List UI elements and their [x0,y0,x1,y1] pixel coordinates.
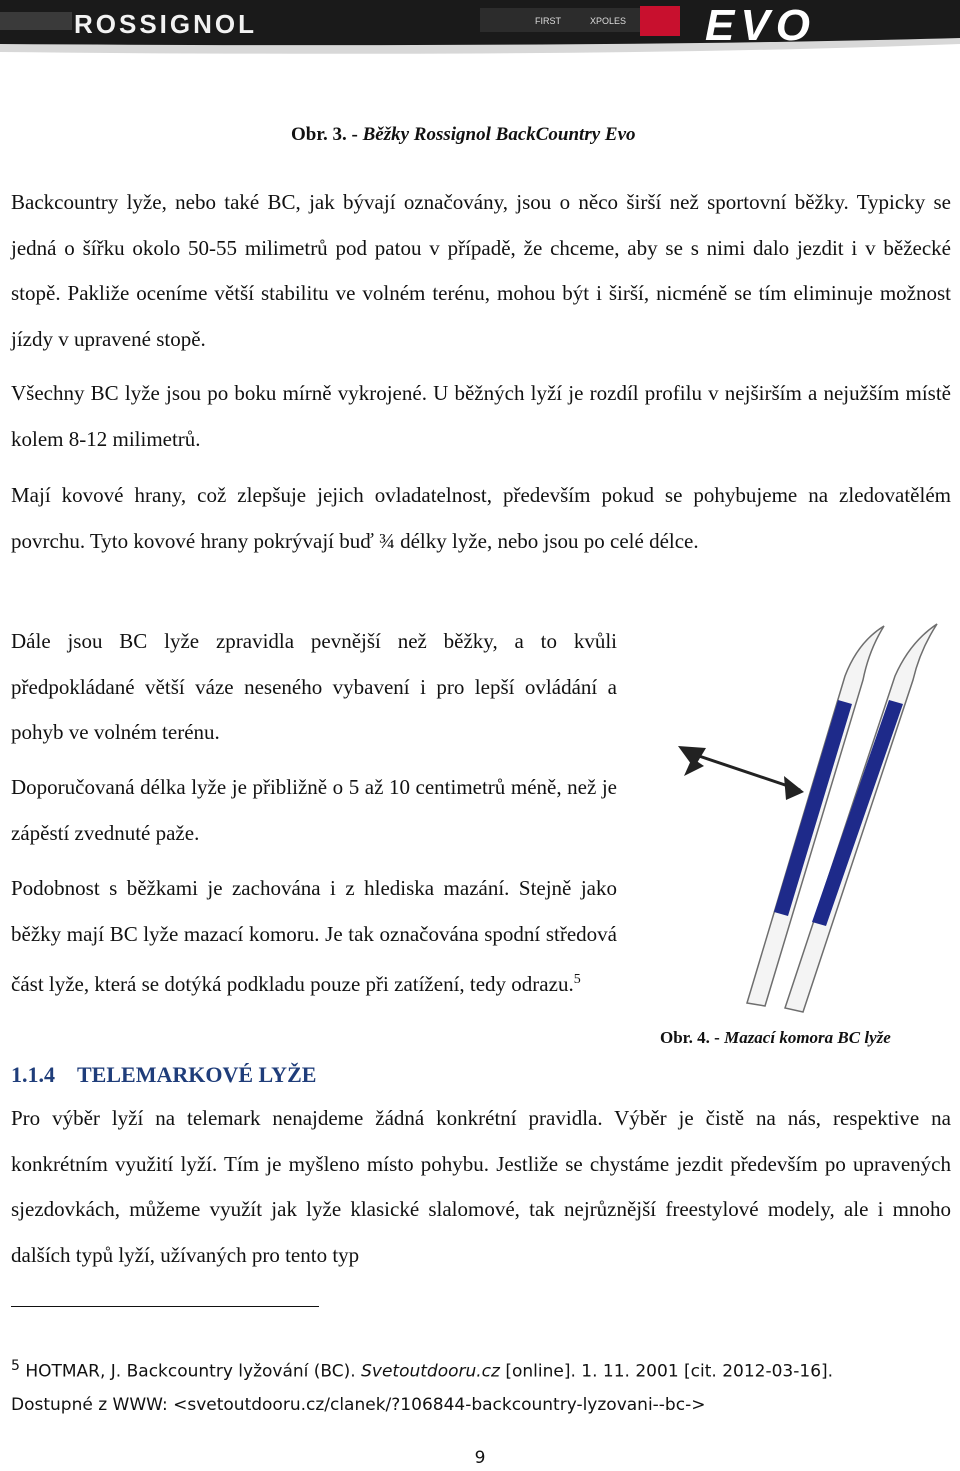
footnote [11,1350,951,1422]
section-title: TELEMARKOVÉ LYŽE [77,1062,317,1087]
paragraph-4: Dále jsou BC lyže zpravidla pevnější než běžky, a to kvůli předpokládané větší váze neseného vybavení i pro lepší ovládání a pohyb ve volném terénu. [11,629,617,744]
banner-brand: ROSSIGNOL [74,9,258,39]
footnote-separator [11,1306,319,1307]
bc-ski-illustration [640,618,960,1023]
paragraph-3: Mají kovové hrany, což zlepšuje jejich ovladatelnost, především pokud se pohybujeme na zledovatělém povrchu. Tyto kovové hrany pokrývají buď ¾ délky lyže, nebo jsou po celé délce. [11,483,951,553]
banner-small-2: XPOLES [590,16,627,26]
figure-3-caption [291,124,636,146]
figure-4-caption [660,1028,891,1048]
figure-4-label: Obr. 4. - [660,1028,720,1047]
footnote-text-a: HOTMAR, J. Backcountry lyžování (BC). [25,1361,356,1382]
figure-4-title: Mazací komora BC lyže [724,1028,891,1047]
ski-right-wax-zone [812,700,903,926]
paragraph-2: Všechny BC lyže jsou po boku mírně vykrojené. U běžných lyží je rozdíl profilu v nejširším a nejužším místě kolem 8-12 milimetrů. [11,381,951,451]
figure-3-title: Běžky Rossignol BackCountry Evo [362,124,636,145]
banner-small-1: FIRST [535,16,561,26]
banner-model: EVO [705,1,816,50]
footnote-text-b: [online]. 1. 11. 2001 [cit. 2012-03-16]. [505,1361,834,1382]
section-heading [11,1062,316,1088]
paragraph-1: Backcountry lyže, nebo také BC, jak bývají označovány, jsou o něco širší než sportovní běžky. Typicky se jedná o šířku okolo 50-55 milimetrů pod patou v případě, že chceme, aby se s nimi dalo jezdit i v běžecké stopě. Pakliže oceníme větší stabilitu ve volném terénu, mohou být i širší, nicméně se tím eliminuje možnost jízdy v upravené stopě. [11,190,951,351]
section-number: 1.1.4 [11,1062,55,1087]
paragraph-6-text: Podobnost s běžkami je zachována i z hlediska mazání. Stejně jako běžky mají BC lyže mazací komoru. Je tak označována spodní středová část lyže, která se dotýká podkladu pouze při zatížení, tedy odrazu. [11,876,617,996]
footnote-mark: 5 [11,1358,20,1374]
ski-banner-image [0,0,960,62]
paragraph-7: Pro výběr lyží na telemark nenajdeme žádná konkrétní pravidla. Výběr je čistě na nás, respektive na konkrétním využití lyží. Tím je myšleno místo pohybu. Jestliže se chystáme jezdit především po upravených sjezdovkách, můžeme využít jak lyže klasické slalomové, tak nejrůznější freestylové modely, ale i mnoho dalších typů lyží, užívaných pro tento typ [11,1106,951,1267]
ski-photo [0,0,960,62]
figure-3-label: Obr. 3. - [291,124,358,145]
footnote-ref-5[interactable]: 5 [573,972,581,987]
arrow-pointer-icon [678,746,804,800]
paragraph-5: Doporučovaná délka lyže je přibližně o 5 až 10 centimetrů méně, než je zápěstí zvednuté paže. [11,775,617,845]
bc-ski-figure [640,618,960,1023]
page-number: 9 [474,1448,486,1468]
paragraph-6 [11,866,617,1008]
footnote-url[interactable]: Dostupné z WWW: <svetoutdooru.cz/clanek/?106844-backcountry-lyzovani--bc-> [11,1394,706,1415]
footnote-site: Svetoutdooru.cz [361,1361,500,1382]
